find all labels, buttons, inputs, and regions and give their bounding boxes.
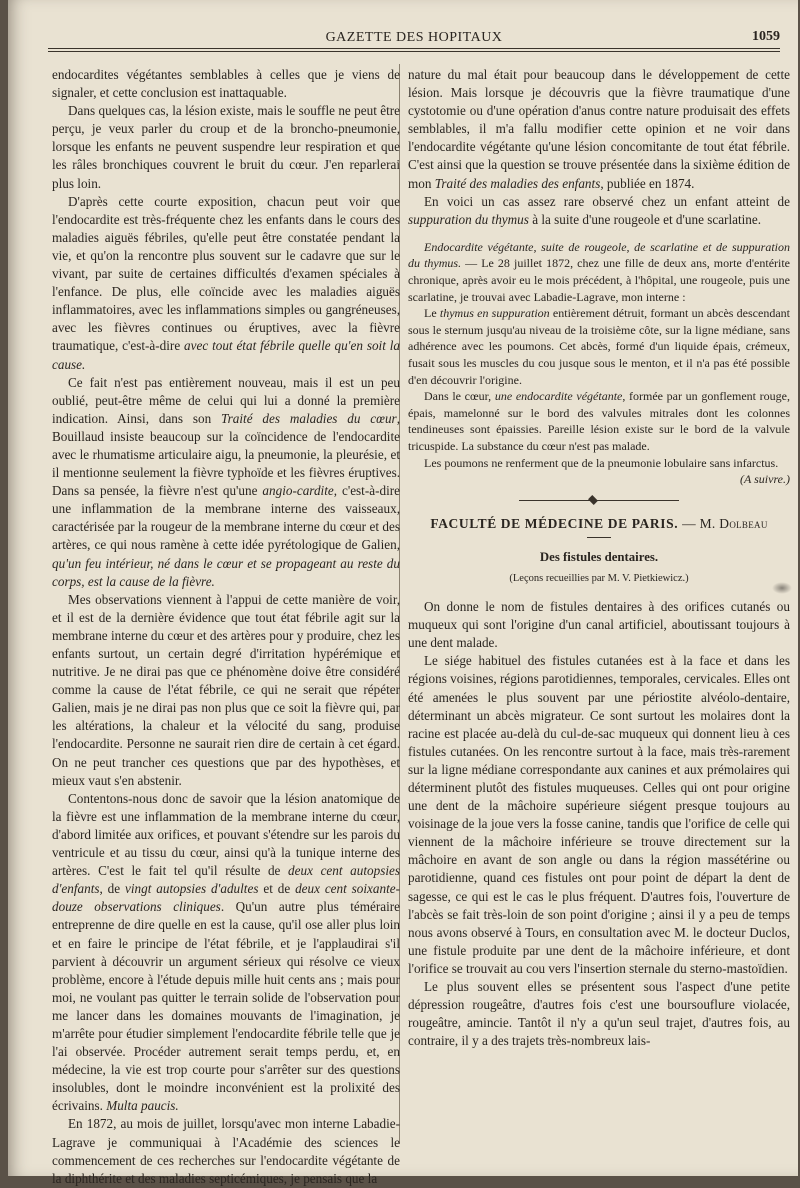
section-separator bbox=[519, 500, 679, 505]
running-title: GAZETTE DES HOPITAUX bbox=[325, 30, 503, 45]
observation-heading: Endocardite végétante, suite de rougeole, de scarlatine et de suppuration du thymus. — Le 28 juillet 1872, chez une fille de deux ans, morte d'entérite chronique, après avoir eu le mois précédent, à l'hôpital, une rougeole, puis une scarlatine, je trouvai avec Labadie-Lagrave, mon interne : bbox=[408, 239, 791, 304]
paragraph: Dans quelques cas, la lésion existe, mais le souffle ne peut être perçu, je veux parler du croup et de la broncho-pneumonie, lorsque les enfants ne peuvent suspendre leur respiration et que les râles bronchiques couvrent le bruit du cœur. J'en reparlerai plus loin. bbox=[52, 103, 400, 191]
paragraph: Les poumons ne renferment que de la pneumonie lobulaire sans infarctus. bbox=[424, 455, 779, 470]
article-credit: (Leçons recueillies par M. V. Pietkiewicz.) bbox=[509, 572, 689, 584]
paragraph: On donne le nom de fistules dentaires à des orifices cutanés ou muqueux qui sont l'origine d'un canal artificiel, aboutissant toujours à une dent malade. bbox=[408, 599, 790, 651]
paragraph: Mes observations viennent à l'appui de cette manière de voir, et il est de la dernière évidence que tout état fébrile agit sur la membrane interne du cœur et des artères pour y produire, chez les enfants surtout, un certain degré d'irritation hypérémique et nutritive. Je ne dirai pas que ce phénomène doive être considéré comme la cause de l'état fébrile, ce qui ne serait que répéter Galien, mais je ne dirai pas non plus que ce soit la fièvre qui, par les altérations, la chaleur et la vélocité du sang, produise l'endocardite. Personne ne saurait rien dire de certain à cet égard. On ne peut trancher ces questions que par des hypothèses, et mieux vaut s'en abstenir. bbox=[52, 591, 400, 788]
right-column bbox=[408, 66, 790, 1050]
paragraph: Le thymus en suppuration entièrement détruit, formant un abcès descendant sous le sternum jusqu'au niveau de la troisième côte, sur la ligne médiane, sans adhérence avec les poumons. Cet abcès, formé d'un liquide épais, crémeux, fusait sous les muscles du cou jusque sous le menton, et il n'a pas été possible d'en découvrir l'origine. bbox=[408, 306, 790, 387]
to-follow-note: (A suivre.) bbox=[740, 472, 790, 487]
section-title: FACULTÉ DE MÉDECINE DE PARIS. — M. Dolbeau bbox=[430, 515, 768, 531]
paragraph: D'après cette courte exposition, chacun peut voir que l'endocardite est très-fréquente chez les enfants dans le cours des maladies aiguës fébriles, qu'elle peut être constatée pendant la vie, et qu'on la rencontre plus souvent sur le cadavre que sur le vivant, par suite de certaines difficultés d'examen spéciales à l'enfance. De plus, elle coïncide avec les maladies aiguës inflammatoires, avec les inflammations simples ou gangréneuses, avec les fièvres continues ou éruptives, avec la fièvre traumatique, c'est-à-dire avec tout état fébrile quelle qu'en soit la cause. bbox=[52, 193, 401, 372]
paragraph: En voici un cas assez rare observé chez un enfant atteint de suppuration du thymus à la suite d'une rougeole et d'une scarlatine. bbox=[408, 193, 790, 227]
paragraph: endocardites végétantes semblables à celles que je viens de signaler, et cette conclusion est inattaquable. bbox=[52, 67, 400, 101]
paragraph: nature du mal était pour beaucoup dans le développement de cette lésion. Mais lorsque je découvris que la fièvre traumatique d'une cystotomie ou d'une opération d'anus contre nature produisait des effets semblables, il m'a fallu modifier cette opinion et ne voir dans l'endocardite végétante qu'une lésion concomitante de tout état fébrile. C'est ainsi que la question se trouve présentée dans la sixième édition de mon Traité des maladies des enfants, publiée en 1874. bbox=[408, 67, 790, 191]
article-title: Des fistules dentaires. bbox=[539, 549, 659, 564]
paragraph: Ce fait n'est pas entièrement nouveau, mais il est un peu oublié, peut-être même de celui qui lui a donné la première indication. Ainsi, dans son Traité des maladies du cœur, Bouillaud insiste beaucoup sur la coïncidence de l'endocardite avec le rhumatisme articulaire aigu, la pneumonie, la pleurésie, et il mentionne seulement la fièvre typhoïde et les fièvres éruptives. Dans sa pensée, la fièvre n'est qu'une angio-cardite, c'est-à-dire une inflammation de la membrane interne des vaisseaux, caractérisée par la rougeur de la membrane interne du cœur et des artères, ce qui nous ramène à cette idée pyrétologique de Galien, qu'un feu intérieur, né dans le cœur et se propageant au reste du corps, est la cause de la fièvre. bbox=[52, 374, 400, 589]
newspaper-page bbox=[8, 0, 798, 1186]
page-number: 1059 bbox=[752, 29, 780, 44]
paragraph: Le plus souvent elles se présentent sous l'aspect d'une petite dépression rougeâtre, d'autres fois c'est une boursouflure violacée, rougeâtre, amincie. Tantôt il n'y a qu'un seul trajet, d'autres fois, au contraire, il y a des trajets très-nombreux lais- bbox=[408, 979, 790, 1049]
left-column bbox=[52, 66, 400, 1188]
observation bbox=[408, 239, 790, 488]
ink-stain bbox=[772, 582, 792, 594]
paragraph: Contentons-nous donc de savoir que la lésion anatomique de la fièvre est une inflammation de la membrane interne du cœur, d'abord limitée aux orifices, et pouvant s'étendre sur les parois du ventricule et au tissu du cœur, ainsi qu'à la tunique interne des artères. C'est le fait tel qu'il résulte de deux cent autopsies d'enfants, de vingt autopsies d'adultes et de deux cent soixante-douze observations cliniques. Qu'un autre plus téméraire entreprenne de dire quelle en est la cause, qu'il ose aller plus loin et en faire le principe de l'état fébrile, et je l'applaudirai s'il parvient à découvrir un argument sérieux qui résolve ce vieux problème, encore à l'étude depuis mille huit cents ans ; mais pour moi, ne voulant pas quitter le terrain solide de l'observation pour me lancer dans les domaines mouvants de l'imagination, je m'arrête pour étudier simplement l'endocardite fébrile telle que je l'ai observée. Procéder autrement serait temps perdu, et, en médecine, la vie est trop courte pour s'arrêter sur des questions insolubles, dont le moindre inconvénient est la prolixité des écrivains. Multa paucis. bbox=[52, 790, 401, 1114]
page-header bbox=[48, 26, 780, 48]
paragraph: En 1872, au mois de juillet, lorsqu'avec mon interne Labadie-Lagrave je communiquai à l'Académie des sciences le commencement de ces recherches sur l'endocardite végétante de la diphthérite et des maladies septicémiques, je pensais que la bbox=[52, 1116, 400, 1186]
paragraph: Dans le cœur, une endocardite végétante, formée par un gonflement rouge, épais, mamelonné sur le bord des valvules mitrales dont les colonnes tendineuses sont épaissies. Pareille lésion existe sur le bord de la valvule tricuspide. La substance du cœur n'est pas malade. bbox=[408, 389, 790, 453]
paragraph: Le siége habituel des fistules cutanées est à la face et dans les régions voisines, régions parotidiennes, temporales, cervicales. Elles ont été amenées le plus souvent par une périostite alvéolo-dentaire, déterminant un abcès migrateur. Ce sont surtout les molaires dont la racine est placée au-delà du cul-de-sac muqueux qui donnent lieu à ces fistules cutanées. On les rencontre surtout à la face, mais très-rarement sur la ligne médiane correspondante aux canines et aux prémolaires qui déterminent plutôt des fistules muqueuses. Celles qui ont pour origine une dent de la mâchoire supérieure siégent presque toujours au voisinage de la joue vers la fosse canine, tandis que l'orifice de celle qui viennent de la mâchoire inférieure se trouve directement sur la mâchoire en avant de son angle ou dans la région massétérine ou parotidienne, quand ces fistules ont pour point de départ la dent de sagesse, ce qui est le cas le plus fréquent. D'autres fois, l'ouverture de l'abcès se fait très-loin de son point d'origine ; ainsi il y a peu de temps nous avons observé à Tours, en consultation avec M. le docteur Duclos, une fistule produite par une dent de la mâchoire inférieure, et dont l'orifice se trouvait au cou vers l'insertion sternale du sterno-mastoïdien. bbox=[408, 653, 790, 976]
header-rule bbox=[48, 48, 780, 52]
title-rule bbox=[587, 537, 611, 538]
